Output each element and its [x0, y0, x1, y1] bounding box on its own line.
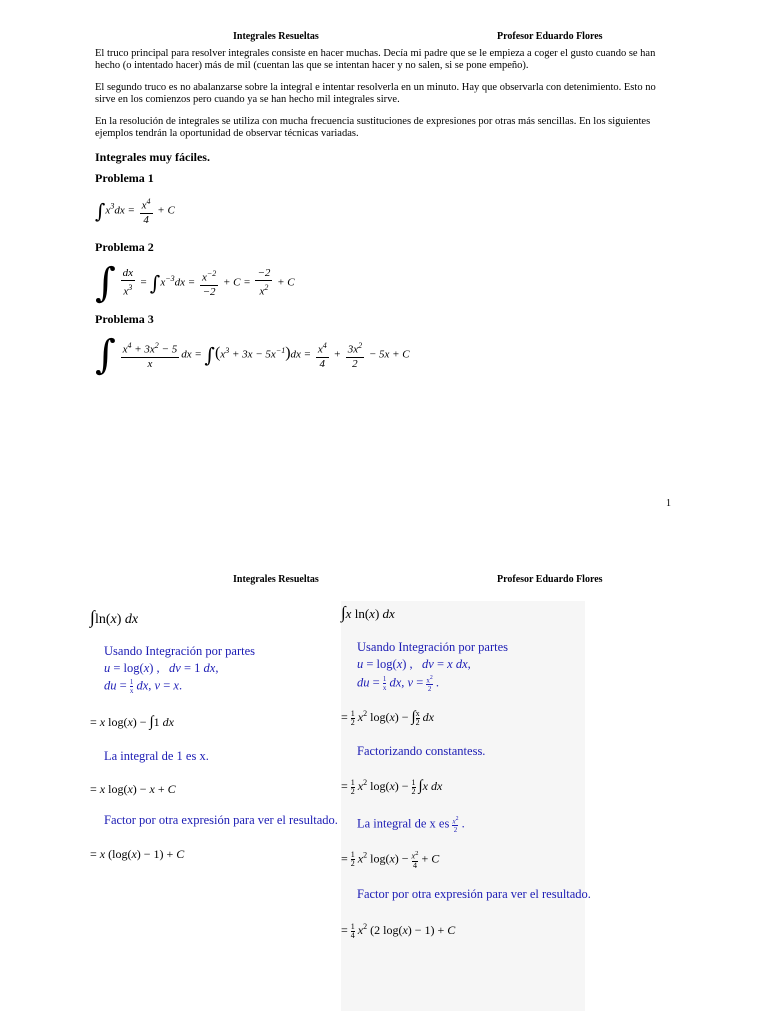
problem-1-title: Problema 1	[95, 171, 154, 185]
intro-paragraph-1: El truco principal para resolver integrales consiste en hacer muchas. Decía mi padre que se le empieza a coger el gusto cuando se han hecho (o intentado hacer) más de mil (cuentan las que se intentan hacer y no salen, si se pone empeño).	[95, 48, 656, 71]
header-title: Integrales Resueltas	[233, 574, 319, 585]
section-title: Integrales muy fáciles.	[95, 150, 210, 164]
problem-2-equation: ∫ $\frac{dx}{x^3}$ = $\int x^{-3}dx$ = $\frac{x^{-2}}{-2}$ + C = $\frac{-2}{x^2}$ + C	[95, 260, 295, 306]
left-integral-title: ∫ln(x) dx	[90, 607, 139, 627]
left-result: = x (log(x) − 1) + C	[90, 847, 185, 861]
page-number: 1	[666, 498, 671, 509]
right-step-label-1: Usando Integración por partes	[357, 640, 508, 654]
header-author: Profesor Eduardo Flores	[497, 574, 603, 585]
right-step-label-3: La integral de x es $\frac{x^2}{2}$ .	[357, 816, 465, 835]
intro-paragraph-2: El segundo truco es no abalanzarse sobre la integral e intentar resolverla en un minuto. Hay que observarla con detenimiento. Esto no sirve en los comienzos pero cuando ya se han hecho mil integrales sirve.	[95, 82, 656, 105]
problem-3-equation: ∫ $\frac{x^4 + 3x^2 - 5}{x}$ dx = $\int(x^3 + 3x - 5x^{-1})dx$ = $\frac{x^4}{4}$ + $\frac{3x^2}{2}$ − 5x + C	[95, 332, 410, 378]
right-step-label-4: Factor por otra expresión para ver el resultado.	[357, 887, 591, 901]
right-step-label-2: Factorizando constantess.	[357, 744, 486, 758]
right-step-3: = $\frac{1}{2}$ $x^2$ log(x) − $\frac{x^2}{4}$ + C	[341, 850, 440, 870]
left-parts-setup-2: du = $\frac{1}{x}$ dx, v = x.	[104, 678, 183, 695]
problem-1-equation: $\int x^3dx$ = $\frac{x^4}{4}$ + C	[95, 197, 175, 226]
intro-paragraph-3: En la resolución de integrales se utiliza con mucha frecuencia sustituciones de expresiones por otras más sencillas. En los siguientes ejemplos tendrán la oportunidad de observar técnicas variadas.	[95, 116, 651, 139]
left-step-label-2: La integral de 1 es x.	[104, 749, 209, 763]
left-step-label-1: Usando Integración por partes	[104, 644, 255, 658]
header-author: Profesor Eduardo Flores	[497, 31, 603, 42]
document-page-2	[0, 515, 768, 1024]
problem-2-title: Problema 2	[95, 240, 154, 254]
right-parts-setup-2: du = $\frac{1}{x}$ dx, v = $\frac{x^2}{2}$ .	[357, 675, 440, 694]
right-parts-setup-1: u = log(x) , dv = x dx,	[357, 657, 471, 671]
left-parts-setup-1: u = log(x) , dv = 1 dx,	[104, 661, 219, 675]
right-integral-title: ∫x ln(x) dx	[341, 603, 395, 622]
left-step-label-3: Factor por otra expresión para ver el resultado.	[104, 813, 338, 827]
header-title: Integrales Resueltas	[233, 31, 319, 42]
right-step-2: = $\frac{1}{2}$ $x^2$ log(x) − $\frac{1}{2}$ ∫x dx	[341, 777, 443, 796]
left-step-2: = x log(x) − x + C	[90, 782, 176, 796]
right-result: = $\frac{1}{4}$ $x^2$ (2 log(x) − 1) + C	[341, 921, 456, 940]
problem-3-title: Problema 3	[95, 312, 154, 326]
right-step-label-3-text: La integral de x es	[357, 816, 450, 831]
left-step-1: = x log(x) − ∫1 dx	[90, 714, 174, 730]
right-step-1: = $\frac{1}{2}$ $x^2$ log(x) − ∫ $\frac{x}{2}$ dx	[341, 708, 434, 727]
